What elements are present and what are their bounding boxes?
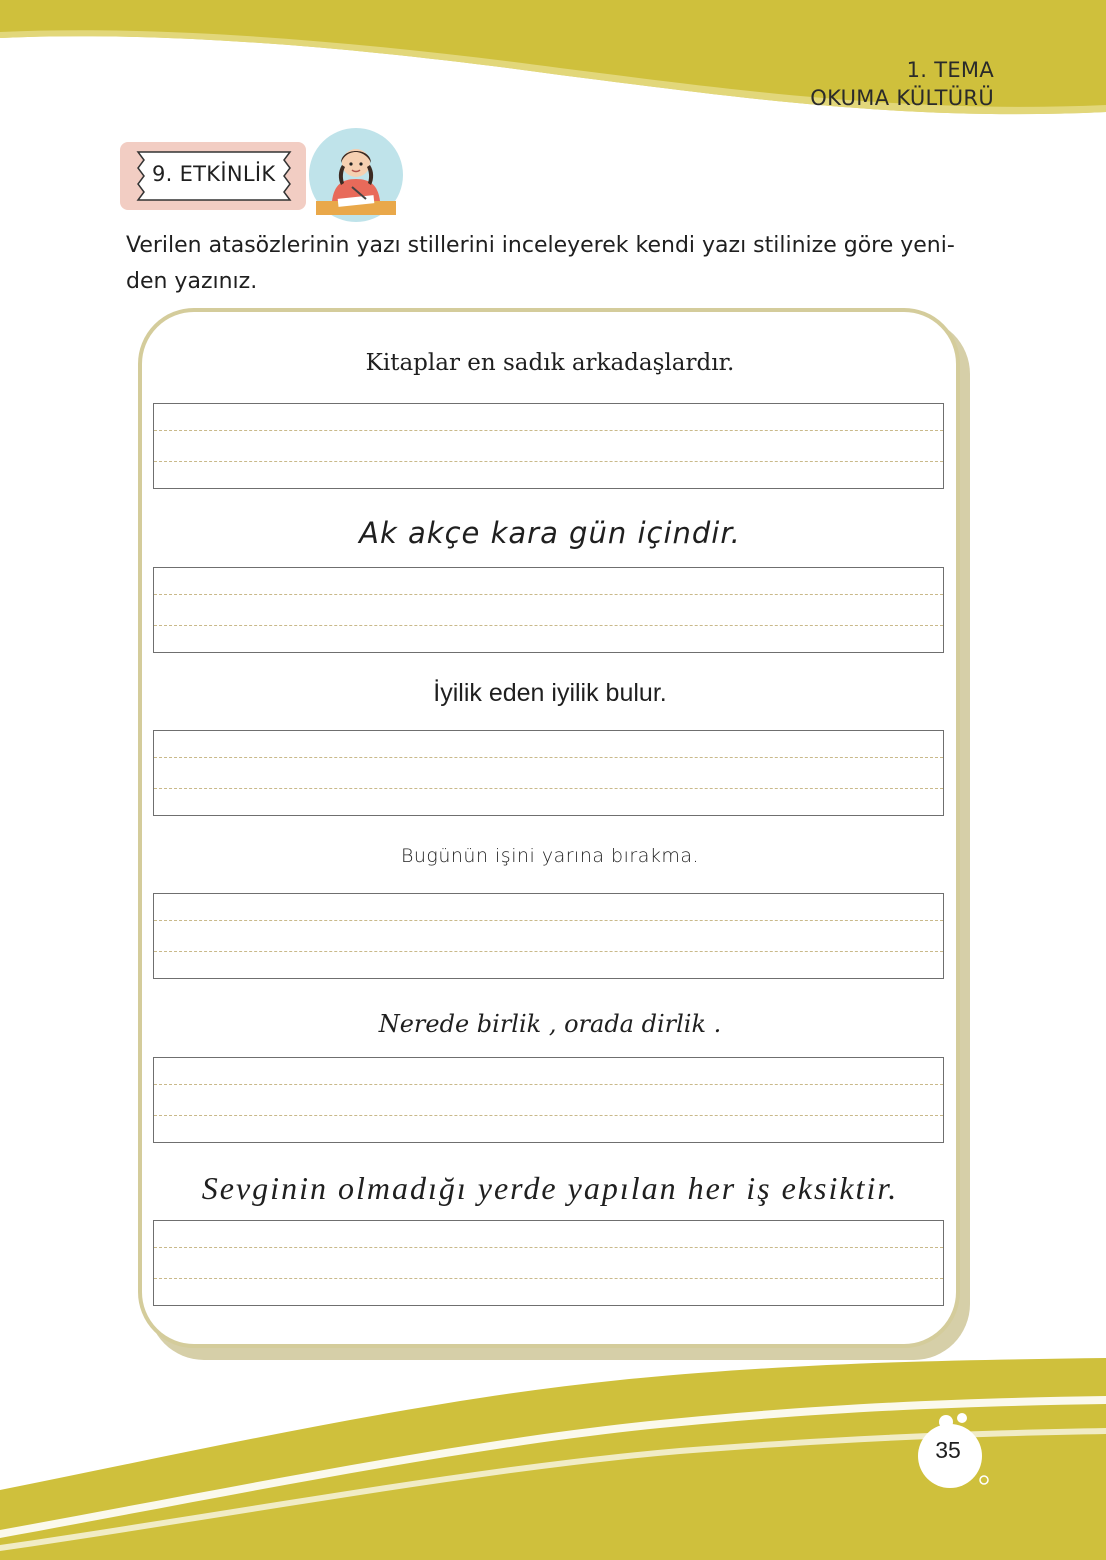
proverb-3: İyilik eden iyilik bulur. bbox=[433, 679, 667, 707]
guide-line bbox=[154, 1247, 943, 1248]
writing-lines-1[interactable] bbox=[153, 403, 944, 489]
activity-label: 9. ETKİNLİK bbox=[152, 162, 276, 186]
writing-lines-2[interactable] bbox=[153, 567, 944, 653]
page-number: 35 bbox=[935, 1437, 961, 1463]
theme-title: OKUMA KÜLTÜRÜ bbox=[810, 86, 994, 110]
guide-line bbox=[154, 1084, 943, 1085]
guide-line bbox=[154, 757, 943, 758]
writing-lines-4[interactable] bbox=[153, 893, 944, 979]
girl-writing-icon bbox=[308, 127, 404, 223]
theme-header bbox=[810, 56, 994, 112]
proverb-4: Bugünün işini yarına bırakma. bbox=[400, 845, 700, 867]
writing-lines-6[interactable] bbox=[153, 1220, 944, 1306]
activity-badge bbox=[118, 138, 308, 214]
guide-line bbox=[154, 461, 943, 462]
proverb-2: Ak akçe kara gün içindir. bbox=[359, 516, 741, 550]
guide-line bbox=[154, 430, 943, 431]
proverb-6: Sevginin olmadığı yerde yapılan her iş eksiktir. bbox=[201, 1170, 899, 1206]
guide-line bbox=[154, 788, 943, 789]
proverb-5: Nerede birlik , orada dirlik . bbox=[378, 1010, 722, 1038]
guide-line bbox=[154, 594, 943, 595]
proverb-1: Kitaplar en sadık arkadaşlardır. bbox=[365, 350, 735, 376]
guide-line bbox=[154, 951, 943, 952]
guide-line bbox=[154, 1115, 943, 1116]
guide-line bbox=[154, 1278, 943, 1279]
guide-line bbox=[154, 625, 943, 626]
writing-lines-3[interactable] bbox=[153, 730, 944, 816]
theme-number: 1. TEMA bbox=[906, 58, 994, 82]
writing-lines-5[interactable] bbox=[153, 1057, 944, 1143]
guide-line bbox=[154, 920, 943, 921]
instruction-text: Verilen atasözlerinin yazı stillerini inceleyerek kendi yazı stilinize göre yeni-den yazınız. bbox=[126, 233, 955, 294]
